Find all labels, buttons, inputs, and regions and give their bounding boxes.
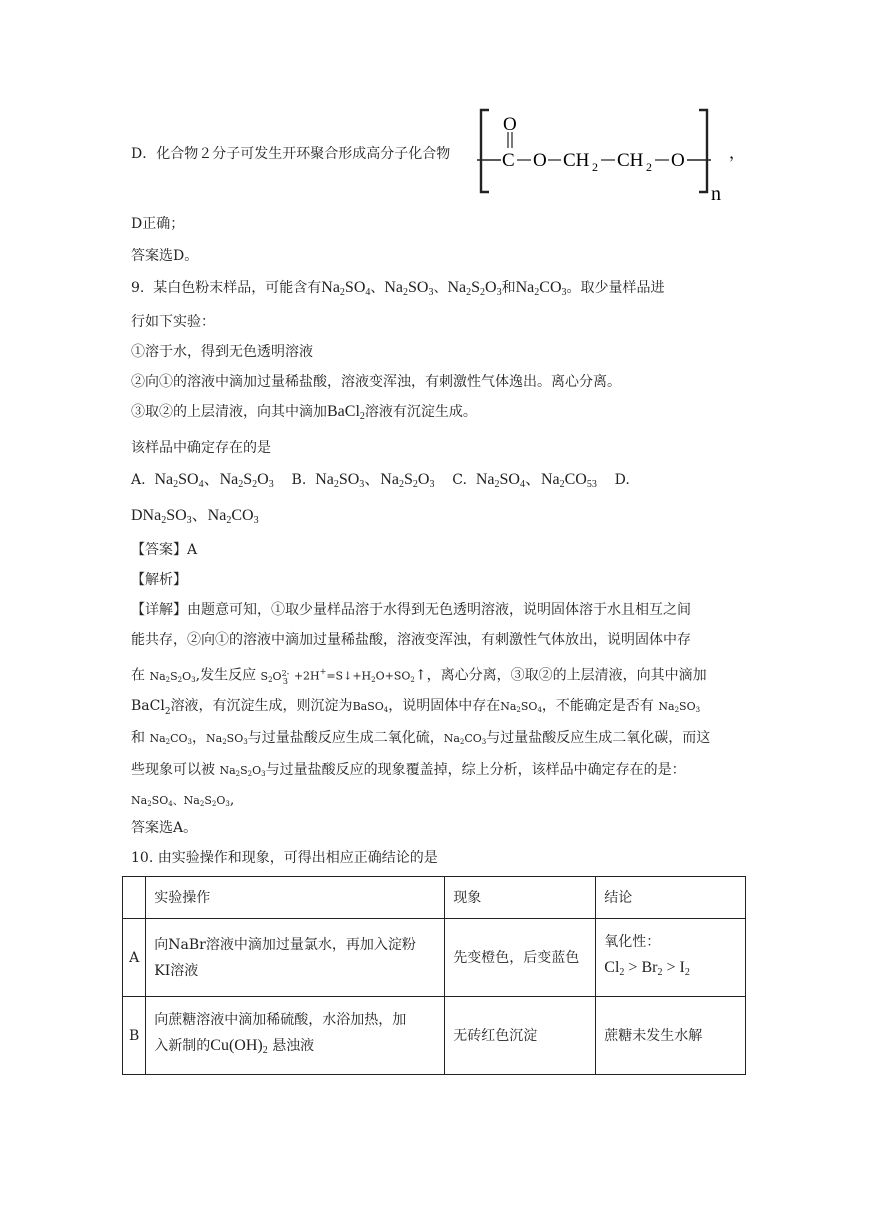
- polymer-comma: ，: [729, 145, 745, 162]
- oxidizing-order: $Cl_2 > Br_2 > I_2$: [604, 959, 690, 978]
- row-a-operation: 向NaBr溶液中滴加过量氯水，再加入淀粉 KI溶液: [146, 919, 445, 997]
- row-b-operation: 向蔗糖溶液中滴加稀硫酸，水浴加热，加 入新制的$Cu(OH)_2$ 悬浊液: [146, 997, 445, 1075]
- option-c[interactable]: $Na_2SO_4$、$Na_2CO_{53}$: [475, 471, 597, 490]
- q9-detail-1: 【详解】由题意可知，①取少量样品溶于水得到无色透明溶液，说明固体溶于水且相互之间: [131, 602, 691, 618]
- q9-stem-line1: 9. 某白色粉末样品，可能含有$Na_2SO_4$、$Na_2SO_3$、$Na_2S_2O_3$和$Na_2CO_3$。取少量样品进: [131, 279, 665, 298]
- option-d-formula: $DNa_2SO_3$、$Na_2CO_3$: [131, 507, 259, 526]
- header-conclusion: 结论: [596, 877, 746, 919]
- row-a-phenomenon: 先变橙色，后变蓝色: [445, 919, 596, 997]
- ester-oxygen: O: [533, 150, 547, 171]
- q9-question: 该样品中确定存在的是: [131, 440, 271, 456]
- header-phenomenon: 现象: [445, 877, 596, 919]
- experiment-table: [122, 876, 746, 1075]
- ch2-group-1: CH: [563, 150, 590, 171]
- option-a-label: A.: [131, 472, 146, 488]
- q9-analysis-heading: 【解析】: [131, 572, 187, 588]
- ch2-sub-1: 2: [592, 160, 598, 174]
- option-d[interactable]: [131, 506, 259, 531]
- header-blank: [123, 877, 146, 919]
- q9-detail-2: 能共存，②向①的溶液中滴加过量稀盐酸，溶液变浑浊，有刺激性气体放出，说明固体中存: [131, 632, 691, 648]
- row-a-label: A: [123, 919, 146, 997]
- q9-final: 答案选A。: [131, 820, 198, 836]
- option-a[interactable]: $Na_2SO_4$、$Na_2S_2O_3$: [154, 471, 274, 490]
- option-d-label: D.: [614, 472, 630, 488]
- carbonyl-carbon: C: [502, 150, 515, 171]
- row-a-conclusion: 氧化性： $Cl_2 > Br_2 > I_2$: [596, 919, 746, 997]
- q9-detail-5: 和 $Na_2CO_3$，$Na_2SO_3$与过量盐酸反应生成二氧化硫，$Na_2CO_3$与过量盐酸反应生成二氧化碳，而这: [131, 730, 711, 746]
- repeat-n: n: [711, 183, 721, 204]
- row-b-phenomenon: 无砖红色沉淀: [445, 997, 596, 1075]
- q8-answer: 答案选D。: [131, 248, 199, 264]
- q9-detail-3: 在 $Na_2S_2O_3$,发生反应 $S_2O2-$ $3 +2H^+=S↓+H_2O+SO_2↑$，离心分离，③取②的上层清液，向其中滴加: [131, 667, 707, 686]
- q9-detail-6: 些现象可以被 $Na_2S_2O_3$与过量盐酸反应的现象覆盖掉，综上分析，该样品中确定存在的是：: [131, 762, 686, 778]
- option-b[interactable]: $Na_2SO_3$、$Na_2S_2O_3$: [315, 471, 435, 490]
- q8-option-d: D．化合物２分子可发生开环聚合形成高分子化合物: [131, 146, 451, 162]
- row-b-conclusion: 蔗糖未发生水解: [596, 997, 746, 1075]
- q9-options: [131, 470, 630, 495]
- option-b-label: B.: [291, 472, 307, 488]
- ether-oxygen: O: [671, 150, 685, 171]
- table-header-row: [123, 877, 746, 919]
- q9-detail-4: BaCl$_2$溶液，有沉淀生成，则沉淀为BaSO$_4$，说明固体中存在$Na_2SO_4$，不能确定是否有 $Na_2SO_3$: [131, 698, 701, 717]
- option-c-label: C.: [452, 472, 467, 488]
- polymer-structure: [475, 108, 745, 204]
- q9-step1: ①溶于水，得到无色透明溶液: [131, 344, 313, 360]
- ch2-group-2: CH: [617, 150, 644, 171]
- q9-detail-7: $Na_2SO_4$、$Na_2S_2O_3$,: [131, 792, 235, 808]
- ch2-sub-2: 2: [646, 160, 652, 174]
- q9-step3: ③取②的上层清液，向其中滴加BaCl$_2$溶液有沉淀生成。: [131, 403, 477, 422]
- row-b-label: B: [123, 997, 146, 1075]
- carbonyl-oxygen: O: [503, 114, 517, 135]
- q9-answer: 【答案】A: [131, 542, 198, 558]
- q9-step2: ②向①的溶液中滴加过量稀盐酸，溶液变浑浊，有刺激性气体逸出。离心分离。: [131, 374, 621, 390]
- table-row: [123, 997, 746, 1075]
- q10-stem: 10. 由实验操作和现象，可得出相应正确结论的是: [131, 850, 438, 866]
- q8-d-correct: D正确；: [131, 216, 185, 232]
- header-operation: 实验操作: [146, 877, 445, 919]
- table-row: [123, 919, 746, 997]
- q9-stem-line2: 行如下实验：: [131, 314, 215, 330]
